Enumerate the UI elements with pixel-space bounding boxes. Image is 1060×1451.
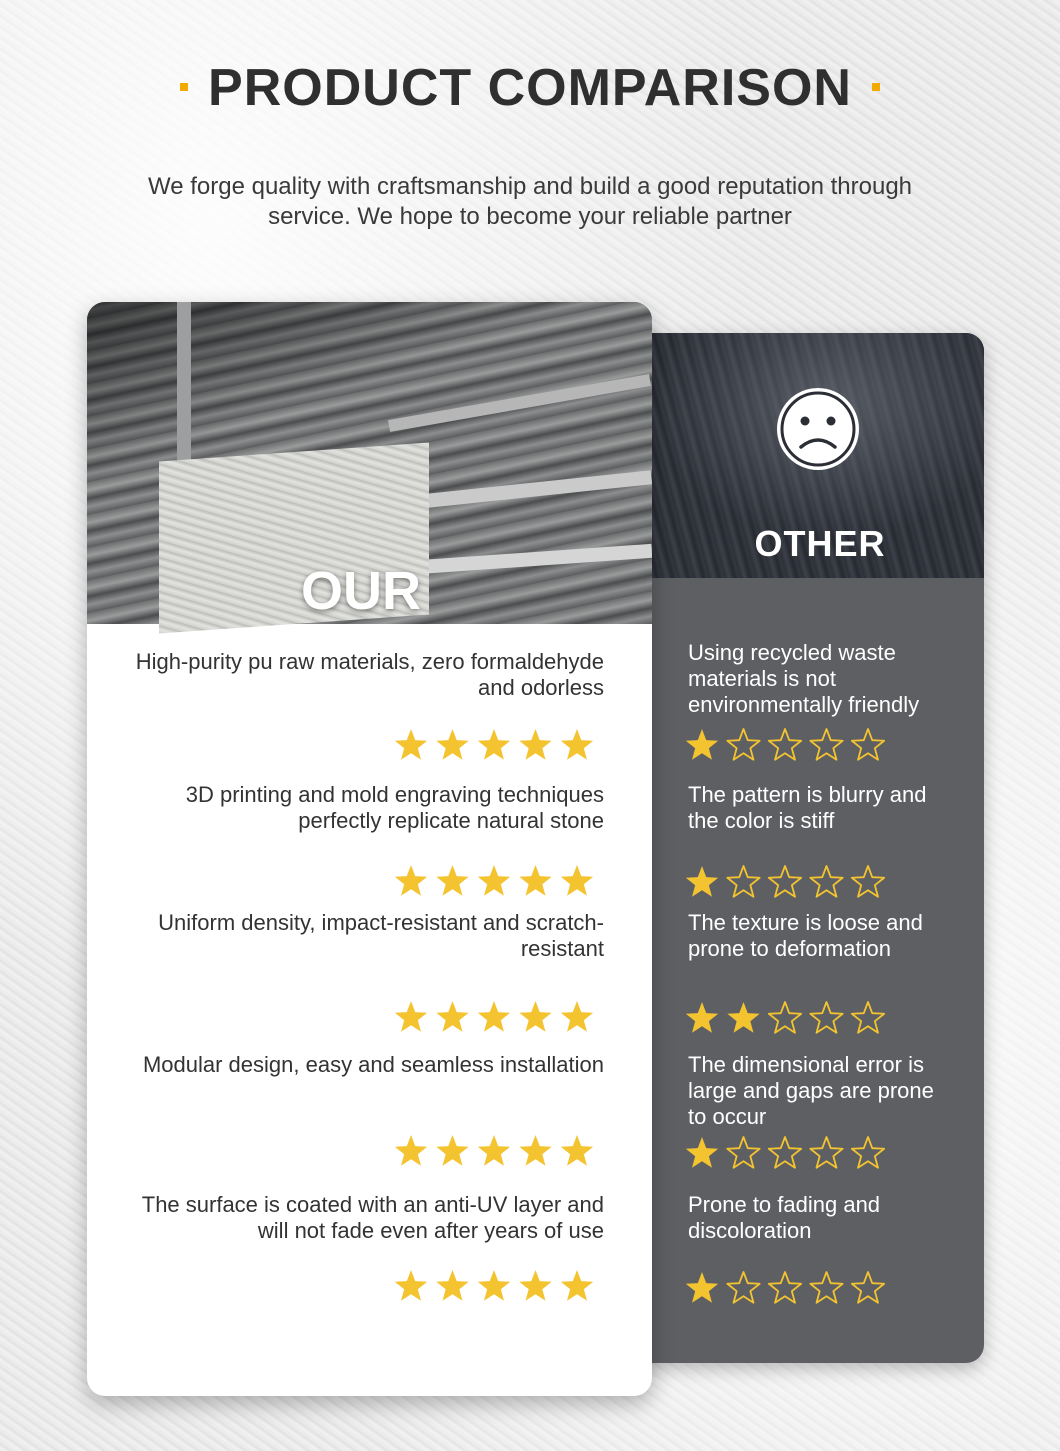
- star-filled-icon: [686, 1002, 718, 1033]
- star-rating: [393, 1267, 607, 1305]
- our-rating-3: [393, 998, 607, 1036]
- our-rating-5: [393, 1267, 607, 1305]
- star-empty-icon: [769, 729, 801, 760]
- star-rating: [393, 998, 607, 1036]
- star-empty-icon: [727, 1137, 759, 1168]
- other-rating-1: [684, 726, 904, 762]
- star-empty-icon: [852, 866, 884, 897]
- our-rating-2: [393, 862, 607, 900]
- star-empty-icon: [769, 1272, 801, 1303]
- other-rating-5: [684, 1269, 904, 1305]
- star-filled-icon: [395, 865, 427, 896]
- other-rating-4: [684, 1134, 904, 1170]
- accent-dot-left: [180, 83, 188, 91]
- star-filled-icon: [478, 1135, 510, 1166]
- other-item-5: Prone to fading and discoloration: [688, 1192, 881, 1243]
- page-title-text: PRODUCT COMPARISON: [208, 59, 852, 117]
- other-item-4: The dimensional error is large and gaps are prone to occur: [688, 1052, 934, 1129]
- star-rating: [684, 863, 904, 901]
- star-rating: [393, 862, 607, 900]
- star-filled-icon: [436, 1270, 468, 1301]
- star-filled-icon: [478, 865, 510, 896]
- star-empty-icon: [852, 729, 884, 760]
- star-filled-icon: [395, 1270, 427, 1301]
- star-rating: [684, 726, 904, 764]
- star-filled-icon: [519, 1135, 551, 1166]
- other-item-1: Using recycled waste materials is not environmentally friendly: [688, 640, 920, 717]
- star-empty-icon: [727, 1272, 759, 1303]
- star-empty-icon: [810, 1002, 842, 1033]
- other-title: OTHER: [754, 523, 886, 564]
- star-filled-icon: [395, 1135, 427, 1166]
- other-item-3: The texture is loose and prone to deformation: [688, 910, 923, 961]
- star-filled-icon: [395, 1001, 427, 1032]
- star-filled-icon: [436, 729, 468, 760]
- star-filled-icon: [727, 1002, 759, 1033]
- star-empty-icon: [810, 866, 842, 897]
- star-empty-icon: [769, 1002, 801, 1033]
- star-rating: [393, 726, 607, 764]
- star-filled-icon: [519, 729, 551, 760]
- star-filled-icon: [436, 1001, 468, 1032]
- star-rating: [684, 1134, 904, 1172]
- star-filled-icon: [478, 1001, 510, 1032]
- our-item-5: The surface is coated with an anti-UV layer and will not fade even after years of use: [141, 1192, 604, 1243]
- star-empty-icon: [852, 1272, 884, 1303]
- star-rating: [684, 1269, 904, 1307]
- photo-rack: [427, 470, 652, 507]
- our-item-4: Modular design, easy and seamless installation: [142, 1052, 604, 1077]
- our-card: [87, 302, 652, 1396]
- star-filled-icon: [686, 866, 718, 897]
- other-rating-3: [684, 999, 904, 1035]
- star-filled-icon: [395, 729, 427, 760]
- star-filled-icon: [519, 865, 551, 896]
- our-rating-4: [393, 1132, 607, 1170]
- star-empty-icon: [769, 866, 801, 897]
- our-item-1: High-purity pu raw materials, zero formaldehyde and odorless: [135, 649, 604, 700]
- star-filled-icon: [436, 865, 468, 896]
- our-title: OUR: [301, 561, 421, 621]
- star-empty-icon: [769, 1137, 801, 1168]
- star-filled-icon: [478, 729, 510, 760]
- star-empty-icon: [852, 1002, 884, 1033]
- star-filled-icon: [561, 1135, 593, 1166]
- star-filled-icon: [686, 729, 718, 760]
- photo-pole: [177, 302, 191, 462]
- star-empty-icon: [727, 866, 759, 897]
- star-filled-icon: [478, 1270, 510, 1301]
- star-filled-icon: [561, 1270, 593, 1301]
- star-rating: [393, 1132, 607, 1170]
- other-item-2: The pattern is blurry and the color is stiff: [688, 782, 927, 833]
- photo-rack: [417, 544, 652, 574]
- our-rating-1: [393, 726, 607, 764]
- our-item-2: 3D printing and mold engraving techniques perfectly replicate natural stone: [185, 782, 604, 833]
- star-filled-icon: [561, 729, 593, 760]
- star-empty-icon: [810, 729, 842, 760]
- sad-face-icon: [774, 385, 862, 473]
- star-empty-icon: [810, 1137, 842, 1168]
- star-empty-icon: [852, 1137, 884, 1168]
- our-item-3: Uniform density, impact-resistant and scratch-resistant: [158, 910, 604, 961]
- star-filled-icon: [519, 1001, 551, 1032]
- star-empty-icon: [810, 1272, 842, 1303]
- page-title: [0, 58, 1060, 118]
- star-filled-icon: [519, 1270, 551, 1301]
- star-rating: [684, 999, 904, 1037]
- star-empty-icon: [727, 729, 759, 760]
- page-subtitle: We forge quality with craftsmanship and build a good reputation through service. We hope to become your reliable partner: [147, 173, 913, 230]
- other-rating-2: [684, 863, 904, 899]
- photo-rack: [388, 374, 651, 432]
- accent-dot-right: [872, 83, 880, 91]
- star-filled-icon: [561, 1001, 593, 1032]
- other-card: [600, 333, 984, 1363]
- star-filled-icon: [686, 1137, 718, 1168]
- star-filled-icon: [436, 1135, 468, 1166]
- star-filled-icon: [686, 1272, 718, 1303]
- star-filled-icon: [561, 865, 593, 896]
